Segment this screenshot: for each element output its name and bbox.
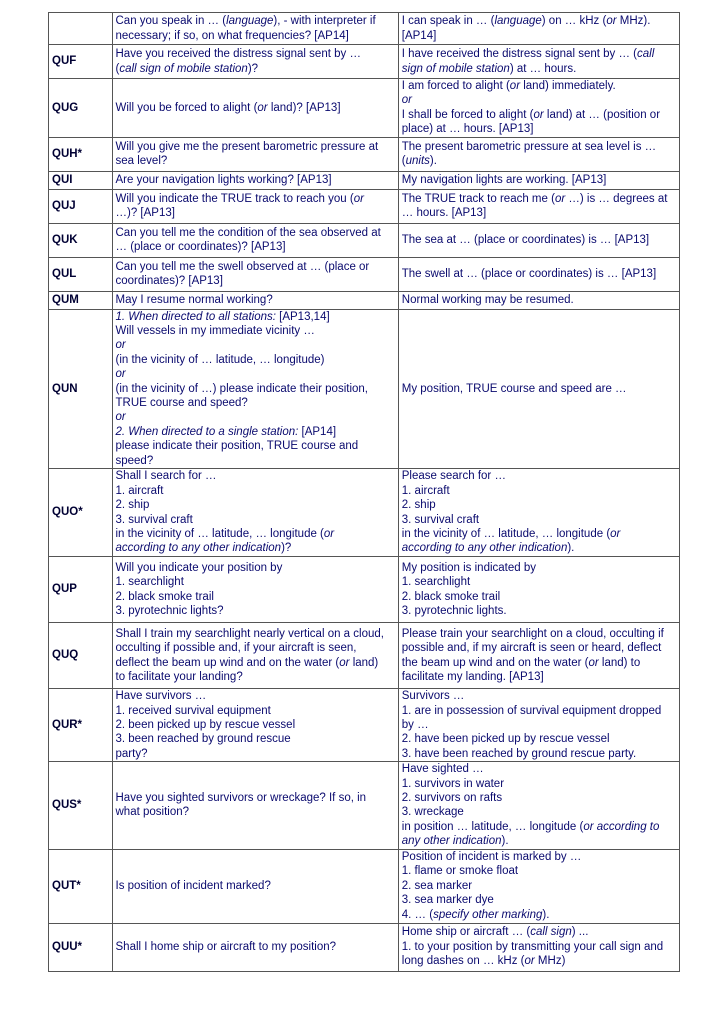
question-line: 3. been reached by ground rescue	[115, 733, 291, 746]
question-line: occulting if possible and, if your aircraft is seen,	[115, 642, 357, 655]
question-line: Can you tell me the swell observed at … (place or	[115, 260, 370, 273]
question-cell	[112, 79, 398, 138]
answer-line: Have sighted …	[401, 763, 484, 776]
question-line: Shall I train my searchlight nearly vertical on a cloud,	[115, 627, 384, 640]
question-line: Will you be forced to alight (or land)? [AP13]	[115, 101, 341, 114]
question-line: Have you sighted survivors or wreckage? If so, in	[115, 791, 367, 804]
q-code-cell	[49, 45, 113, 79]
q-code-table-body	[49, 13, 680, 972]
q-code-cell	[49, 171, 113, 189]
q-code-table	[48, 12, 680, 972]
question-line: (call sign of mobile station)?	[115, 62, 259, 75]
q-code-cell	[49, 762, 113, 849]
q-code: QUN	[52, 382, 78, 395]
answer-line: or	[401, 94, 412, 107]
answer-line: 2. black smoke trail	[401, 590, 501, 603]
answer-cell	[398, 849, 679, 923]
answer-cell	[398, 923, 679, 971]
question-line: deflect the beam up wind and on the water (or land)	[115, 656, 379, 669]
q-code-row	[49, 79, 680, 138]
q-code: QUO*	[52, 506, 83, 519]
answer-line: 1. aircraft	[401, 484, 450, 497]
q-code: QUG	[52, 101, 79, 114]
q-code-row	[49, 171, 680, 189]
answer-line: 3. sea marker dye	[401, 894, 494, 907]
q-code-cell	[49, 291, 113, 309]
answer-line: Home ship or aircraft … (call sign) ...	[401, 926, 589, 939]
q-code: QUJ	[52, 199, 76, 212]
answer-line: 3. survival craft	[401, 513, 480, 526]
answer-line: … hours. [AP13]	[401, 207, 487, 220]
question-line: speed?	[115, 454, 154, 467]
q-code: QUR*	[52, 718, 83, 731]
question-line: party?	[115, 747, 148, 760]
answer-line: I can speak in … (language) on … kHz (or MHz).	[401, 15, 651, 28]
answer-line: My navigation lights are working. [AP13]	[401, 173, 607, 186]
question-line: Have survivors …	[115, 690, 207, 703]
q-code-document	[48, 12, 680, 972]
answer-line: 3. have been reached by ground rescue party.	[401, 747, 637, 760]
question-cell	[112, 469, 398, 557]
question-line: 3. survival craft	[115, 513, 193, 526]
answer-cell	[398, 557, 679, 623]
question-line: Will you give me the present barometric pressure at	[115, 140, 379, 153]
answer-line: (units).	[401, 155, 437, 168]
answer-line: by …	[401, 718, 429, 731]
q-code-cell	[49, 223, 113, 257]
answer-line: possible and, if my aircraft is seen or heard, deflect	[401, 642, 662, 655]
answer-line: 2. ship	[401, 499, 436, 512]
answer-line: I am forced to alight (or land) immediately.	[401, 80, 616, 92]
answer-cell	[398, 13, 679, 45]
q-code-row	[49, 623, 680, 689]
question-line: Will you indicate your position by	[115, 561, 283, 574]
question-line: 1. searchlight	[115, 576, 184, 589]
q-code-row	[49, 849, 680, 923]
answer-line: My position, TRUE course and speed are …	[401, 382, 627, 395]
question-cell	[112, 137, 398, 171]
answer-cell	[398, 223, 679, 257]
q-code-row	[49, 291, 680, 309]
question-line: Shall I home ship or aircraft to my position?	[115, 940, 337, 953]
q-code-row	[49, 13, 680, 45]
answer-cell	[398, 79, 679, 138]
answer-line: 1. to your position by transmitting your call sign and	[401, 940, 664, 953]
answer-line: 2. survivors on rafts	[401, 791, 503, 804]
q-code-cell	[49, 469, 113, 557]
answer-line: 4. … (specify other marking).	[401, 908, 550, 921]
answer-line: 2. have been picked up by rescue vessel	[401, 733, 610, 746]
question-line: 3. pyrotechnic lights?	[115, 605, 224, 617]
q-code: QUK	[52, 233, 78, 246]
q-code: QUI	[52, 173, 73, 186]
q-code-row	[49, 257, 680, 291]
q-code-row	[49, 557, 680, 623]
answer-line: 1. searchlight	[401, 576, 471, 589]
q-code-row	[49, 689, 680, 762]
question-line: sea level?	[115, 155, 168, 168]
question-cell	[112, 762, 398, 849]
q-code-row	[49, 923, 680, 971]
question-line: Will you indicate the TRUE track to reach you (or	[115, 192, 364, 205]
question-cell	[112, 849, 398, 923]
answer-cell	[398, 171, 679, 189]
question-line: Is position of incident marked?	[115, 879, 271, 892]
answer-line: place) at … hours. [AP13]	[401, 123, 534, 136]
answer-line: Position of incident is marked by …	[401, 851, 582, 864]
question-line: in the vicinity of … latitude, … longitude (or	[115, 528, 335, 540]
q-code: QUF	[52, 55, 77, 68]
question-line: 1. When directed to all stations: [AP13,14]	[115, 310, 330, 323]
answer-cell	[398, 45, 679, 79]
answer-line: 1. are in possession of survival equipment dropped	[401, 704, 662, 717]
question-cell	[112, 171, 398, 189]
answer-line: Please train your searchlight on a cloud, occulting if	[401, 627, 664, 640]
q-code-cell	[49, 257, 113, 291]
question-line: (in the vicinity of … latitude, … longitude)	[115, 353, 325, 366]
question-cell	[112, 45, 398, 79]
question-line: Shall I search for …	[115, 470, 217, 483]
answer-line: sign of mobile station) at … hours.	[401, 62, 577, 75]
question-cell	[112, 557, 398, 623]
answer-line: facilitate my landing. [AP13]	[401, 671, 544, 683]
q-code: QUM	[52, 293, 79, 306]
question-line: May I resume normal working?	[115, 293, 273, 306]
answer-line: any other indication).	[401, 835, 509, 848]
question-cell	[112, 257, 398, 291]
answer-cell	[398, 469, 679, 557]
answer-line: I have received the distress signal sent by … (call	[401, 48, 655, 61]
answer-line: 3. wreckage	[401, 806, 464, 819]
answer-line: My position is indicated by	[401, 561, 536, 574]
q-code-cell	[49, 623, 113, 689]
q-code-cell	[49, 849, 113, 923]
answer-line: The present barometric pressure at sea level is …	[401, 140, 657, 153]
question-line: …)? [AP13]	[115, 207, 175, 220]
answer-cell	[398, 762, 679, 849]
answer-cell	[398, 689, 679, 762]
q-code: QUS*	[52, 799, 82, 812]
question-line: 2. When directed to a single station: [AP14]	[115, 425, 337, 438]
question-cell	[112, 689, 398, 762]
question-line: 1. aircraft	[115, 484, 164, 497]
answer-line: in the vicinity of … latitude, … longitude (or	[401, 528, 621, 540]
answer-cell	[398, 309, 679, 468]
question-cell	[112, 189, 398, 223]
answer-line: 2. sea marker	[401, 879, 473, 892]
q-code-row	[49, 309, 680, 468]
question-line: 2. been picked up by rescue vessel	[115, 718, 296, 731]
q-code-row	[49, 223, 680, 257]
question-line: to facilitate your landing?	[115, 671, 243, 683]
answer-line: Survivors …	[401, 690, 465, 703]
answer-cell	[398, 257, 679, 291]
question-line: or	[115, 339, 126, 352]
q-code-row	[49, 137, 680, 171]
question-line: TRUE course and speed?	[115, 397, 248, 410]
q-code: QUU*	[52, 940, 83, 953]
q-code-row	[49, 45, 680, 79]
question-line: … (place or coordinates)? [AP13]	[115, 241, 286, 254]
answer-line: Please search for …	[401, 470, 506, 483]
answer-line: in position … latitude, … longitude (or according to	[401, 820, 660, 833]
q-code: QUL	[52, 267, 77, 280]
question-line: coordinates)? [AP13]	[115, 275, 223, 288]
answer-cell	[398, 137, 679, 171]
answer-line: 1. flame or smoke float	[401, 865, 519, 878]
q-code: QUH*	[52, 147, 83, 160]
q-code: QUQ	[52, 649, 79, 662]
q-code-cell	[49, 137, 113, 171]
question-line: what position?	[115, 806, 190, 819]
question-line: 2. black smoke trail	[115, 590, 214, 603]
question-cell	[112, 13, 398, 45]
q-code: QUP	[52, 583, 77, 596]
question-line: Can you tell me the condition of the sea observed at	[115, 226, 381, 239]
q-code-cell	[49, 689, 113, 762]
question-line: Are your navigation lights working? [AP13]	[115, 173, 332, 186]
question-line: (in the vicinity of …) please indicate their position,	[115, 382, 368, 395]
question-line: please indicate their position, TRUE course and	[115, 440, 359, 453]
question-cell	[112, 291, 398, 309]
q-code-cell	[49, 189, 113, 223]
q-code-cell	[49, 79, 113, 138]
question-line: according to any other indication)?	[115, 542, 292, 555]
answer-cell	[398, 623, 679, 689]
q-code-cell	[49, 13, 113, 45]
question-line: necessary; if so, on what frequencies? [AP14]	[115, 29, 349, 42]
answer-line: according to any other indication).	[401, 542, 575, 555]
q-code-row	[49, 762, 680, 849]
answer-cell	[398, 291, 679, 309]
q-code-row	[49, 469, 680, 557]
question-line: or	[115, 368, 126, 381]
q-code-cell	[49, 557, 113, 623]
answer-line: Normal working may be resumed.	[401, 293, 574, 306]
answer-line: the beam up wind and on the water (or land) to	[401, 656, 641, 669]
question-line: Can you speak in … (language), - with interpreter if	[115, 15, 376, 28]
question-line: or	[115, 411, 126, 424]
question-line: Will vessels in my immediate vicinity …	[115, 325, 315, 338]
q-code-cell	[49, 309, 113, 468]
q-code-cell	[49, 923, 113, 971]
question-cell	[112, 309, 398, 468]
q-code: QUT*	[52, 879, 81, 892]
question-cell	[112, 923, 398, 971]
question-line: 2. ship	[115, 499, 150, 512]
question-line: Have you received the distress signal sent by …	[115, 48, 361, 61]
answer-line: long dashes on … kHz (or MHz)	[401, 955, 566, 968]
question-cell	[112, 223, 398, 257]
answer-line: 1. survivors in water	[401, 777, 505, 790]
question-line: 1. received survival equipment	[115, 704, 271, 717]
answer-line: I shall be forced to alight (or land) at … (position or	[401, 108, 661, 121]
q-code-row	[49, 189, 680, 223]
answer-line: The swell at … (place or coordinates) is … [AP13]	[401, 267, 657, 280]
answer-line: The TRUE track to reach me (or …) is … degrees at	[401, 192, 668, 205]
answer-line: The sea at … (place or coordinates) is … [AP13]	[401, 233, 650, 246]
answer-line: 3. pyrotechnic lights.	[401, 605, 507, 617]
answer-cell	[398, 189, 679, 223]
answer-line: [AP14]	[401, 29, 437, 42]
question-cell	[112, 623, 398, 689]
